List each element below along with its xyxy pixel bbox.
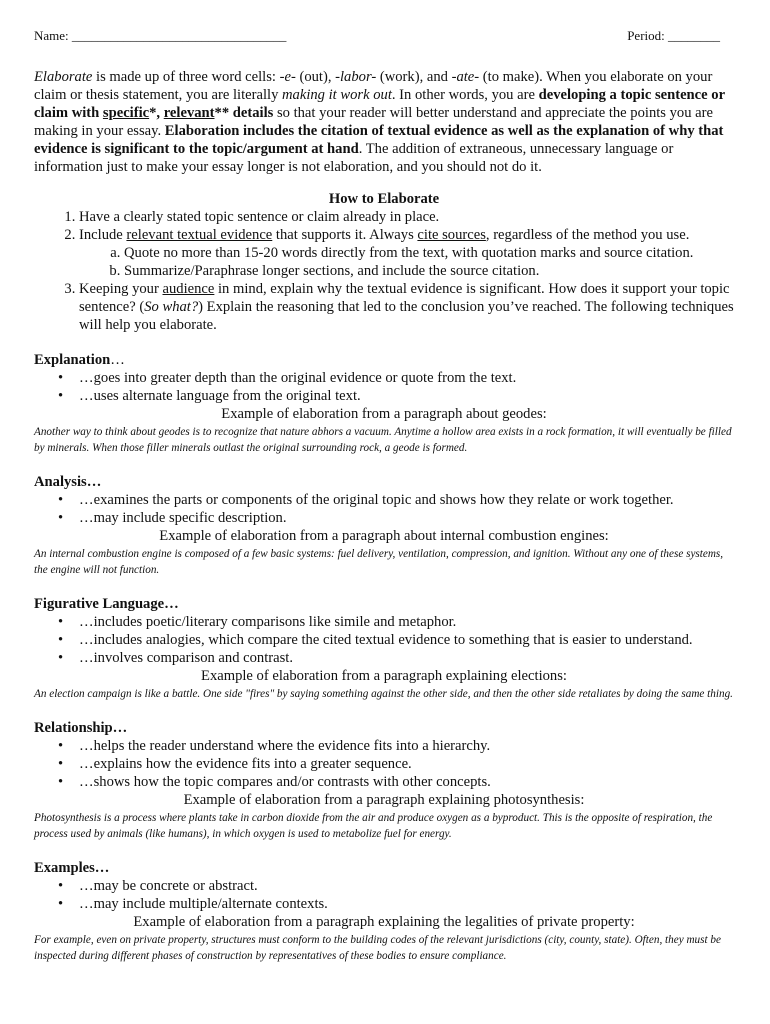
- how-to-title: How to Elaborate: [328, 191, 440, 207]
- how-to-step: 3. Keeping your audience in mind, explain why the textual evidence is significant. How does it support your topic sentence? (So what?) Explain the reasoning that led to the conclusion you’ve reached. The following techniques will help you elaborate.: [79, 280, 734, 334]
- bullet-item: • …uses alternate language from the original text.: [58, 388, 361, 404]
- how-to-step: 2. Include relevant textual evidence that supports it. Always cite sources, regardless of the method you use. a. Quote no more than 15-20 words directly from the text, with quotation marks and source citation. b. Summarize/Paraphrase longer sections, and include the source citation.: [79, 226, 734, 280]
- bullet-icon: •: [58, 492, 64, 508]
- bullet-icon: •: [58, 774, 64, 790]
- bullet-icon: •: [58, 738, 64, 754]
- bullet-item: • …helps the reader understand where the evidence fits into a hierarchy.: [58, 738, 491, 754]
- bullet-item: • …includes analogies, which compare the cited textual evidence to something that is easier to understand.: [58, 632, 693, 648]
- bullet-icon: •: [58, 510, 64, 526]
- bullet-icon: •: [58, 632, 64, 648]
- how-to-substep: b. Summarize/Paraphrase longer sections, and include the source citation.: [124, 262, 734, 280]
- bullet-item: • …shows how the topic compares and/or contrasts with other concepts.: [58, 774, 491, 790]
- example-title: Example of elaboration from a paragraph explaining the legalities of private property:: [133, 914, 635, 930]
- bullet-icon: •: [58, 370, 64, 386]
- bullet-item: • …explains how the evidence fits into a greater sequence.: [58, 756, 412, 772]
- example-title: Example of elaboration from a paragraph about geodes:: [221, 406, 547, 422]
- section-title: Analysis…: [34, 474, 102, 490]
- section-analysis: [34, 473, 734, 578]
- example-title: Example of elaboration from a paragraph explaining elections:: [201, 668, 567, 684]
- section-title: Explanation…: [34, 352, 125, 368]
- section-title: Figurative Language…: [34, 596, 179, 612]
- period-field-label: Period: ________: [627, 28, 720, 43]
- bullet-item: • …may include multiple/alternate contexts.: [58, 896, 328, 912]
- bullet-icon: •: [58, 756, 64, 772]
- section-title: Relationship…: [34, 720, 128, 736]
- name-field-label: Name: _________________________________: [34, 28, 287, 43]
- bullet-icon: •: [58, 650, 64, 666]
- header: [34, 24, 734, 56]
- how-to-steps: [34, 208, 734, 334]
- bullet-icon: •: [58, 388, 64, 404]
- example-text: An internal combustion engine is composed of a few basic systems: fuel delivery, ventilation, compression, and ignition. Without any one of these systems, the engine will not function.: [34, 548, 724, 576]
- bullet-item: • …involves comparison and contrast.: [58, 650, 293, 666]
- how-to-substep: a. Quote no more than 15-20 words directly from the text, with quotation marks and source citation.: [124, 244, 734, 262]
- intro-paragraph: Elaborate is made up of three word cells: -e- (out), -labor- (work), and -ate- (to make). When you elaborate on your claim or thesis statement, you are literally making it work out. In other words, you are developing a topic sentence or claim with specific*, relevant** details so that your reader will better understand and appreciate the points you are making in your essay. Elaboration includes the citation of textual evidence as well as the explanation of why that evidence is significant to the topic/argument at hand. The addition of extraneous, unnecessary language or information just to make your essay longer is not elaboration, and you should not do it.: [34, 69, 725, 175]
- bullet-item: • …examines the parts or components of the original topic and shows how they relate or work together.: [58, 492, 674, 508]
- example-text: For example, even on private property, structures must conform to the building codes of the relevant jurisdictions (city, county, state). Often, they must be inspected during different phases of construction by representatives of these bodies to ensure compliance.: [34, 934, 721, 962]
- worksheet-page: [34, 24, 734, 964]
- bullet-item: • …includes poetic/literary comparisons like simile and metaphor.: [58, 614, 457, 630]
- bullet-icon: •: [58, 614, 64, 630]
- bullet-icon: •: [58, 878, 64, 894]
- section-explanation: [34, 351, 734, 456]
- example-title: Example of elaboration from a paragraph about internal combustion engines:: [159, 528, 609, 544]
- example-title: Example of elaboration from a paragraph explaining photosynthesis:: [183, 792, 585, 808]
- bullet-item: • …may be concrete or abstract.: [58, 878, 258, 894]
- how-to-step: 1. Have a clearly stated topic sentence or claim already in place.: [79, 208, 734, 226]
- section-examples: [34, 859, 734, 964]
- bullet-icon: •: [58, 896, 64, 912]
- section-relationship: [34, 719, 734, 842]
- section-title: Examples…: [34, 860, 110, 876]
- example-text: Another way to think about geodes is to recognize that nature abhors a vacuum. Anytime a hollow area exists in a rock formation, it will eventually be filled by minerals. When those filler minerals outlast the original surrounding rock, a geode is formed.: [34, 426, 732, 454]
- example-text: Photosynthesis is a process where plants take in carbon dioxide from the air and produce oxygen as a byproduct. This is the opposite of respiration, the process used by animals (like humans), in which oxygen is used to metabolize fuel for energy.: [34, 812, 713, 840]
- section-figurative-language: [34, 595, 734, 702]
- how-to-substeps: [79, 244, 734, 280]
- bullet-item: • …goes into greater depth than the original evidence or quote from the text.: [58, 370, 517, 386]
- example-text: An election campaign is like a battle. One side "fires" by saying something against the other side, and then the other side retaliates by doing the same thing.: [34, 688, 733, 700]
- bullet-item: • …may include specific description.: [58, 510, 287, 526]
